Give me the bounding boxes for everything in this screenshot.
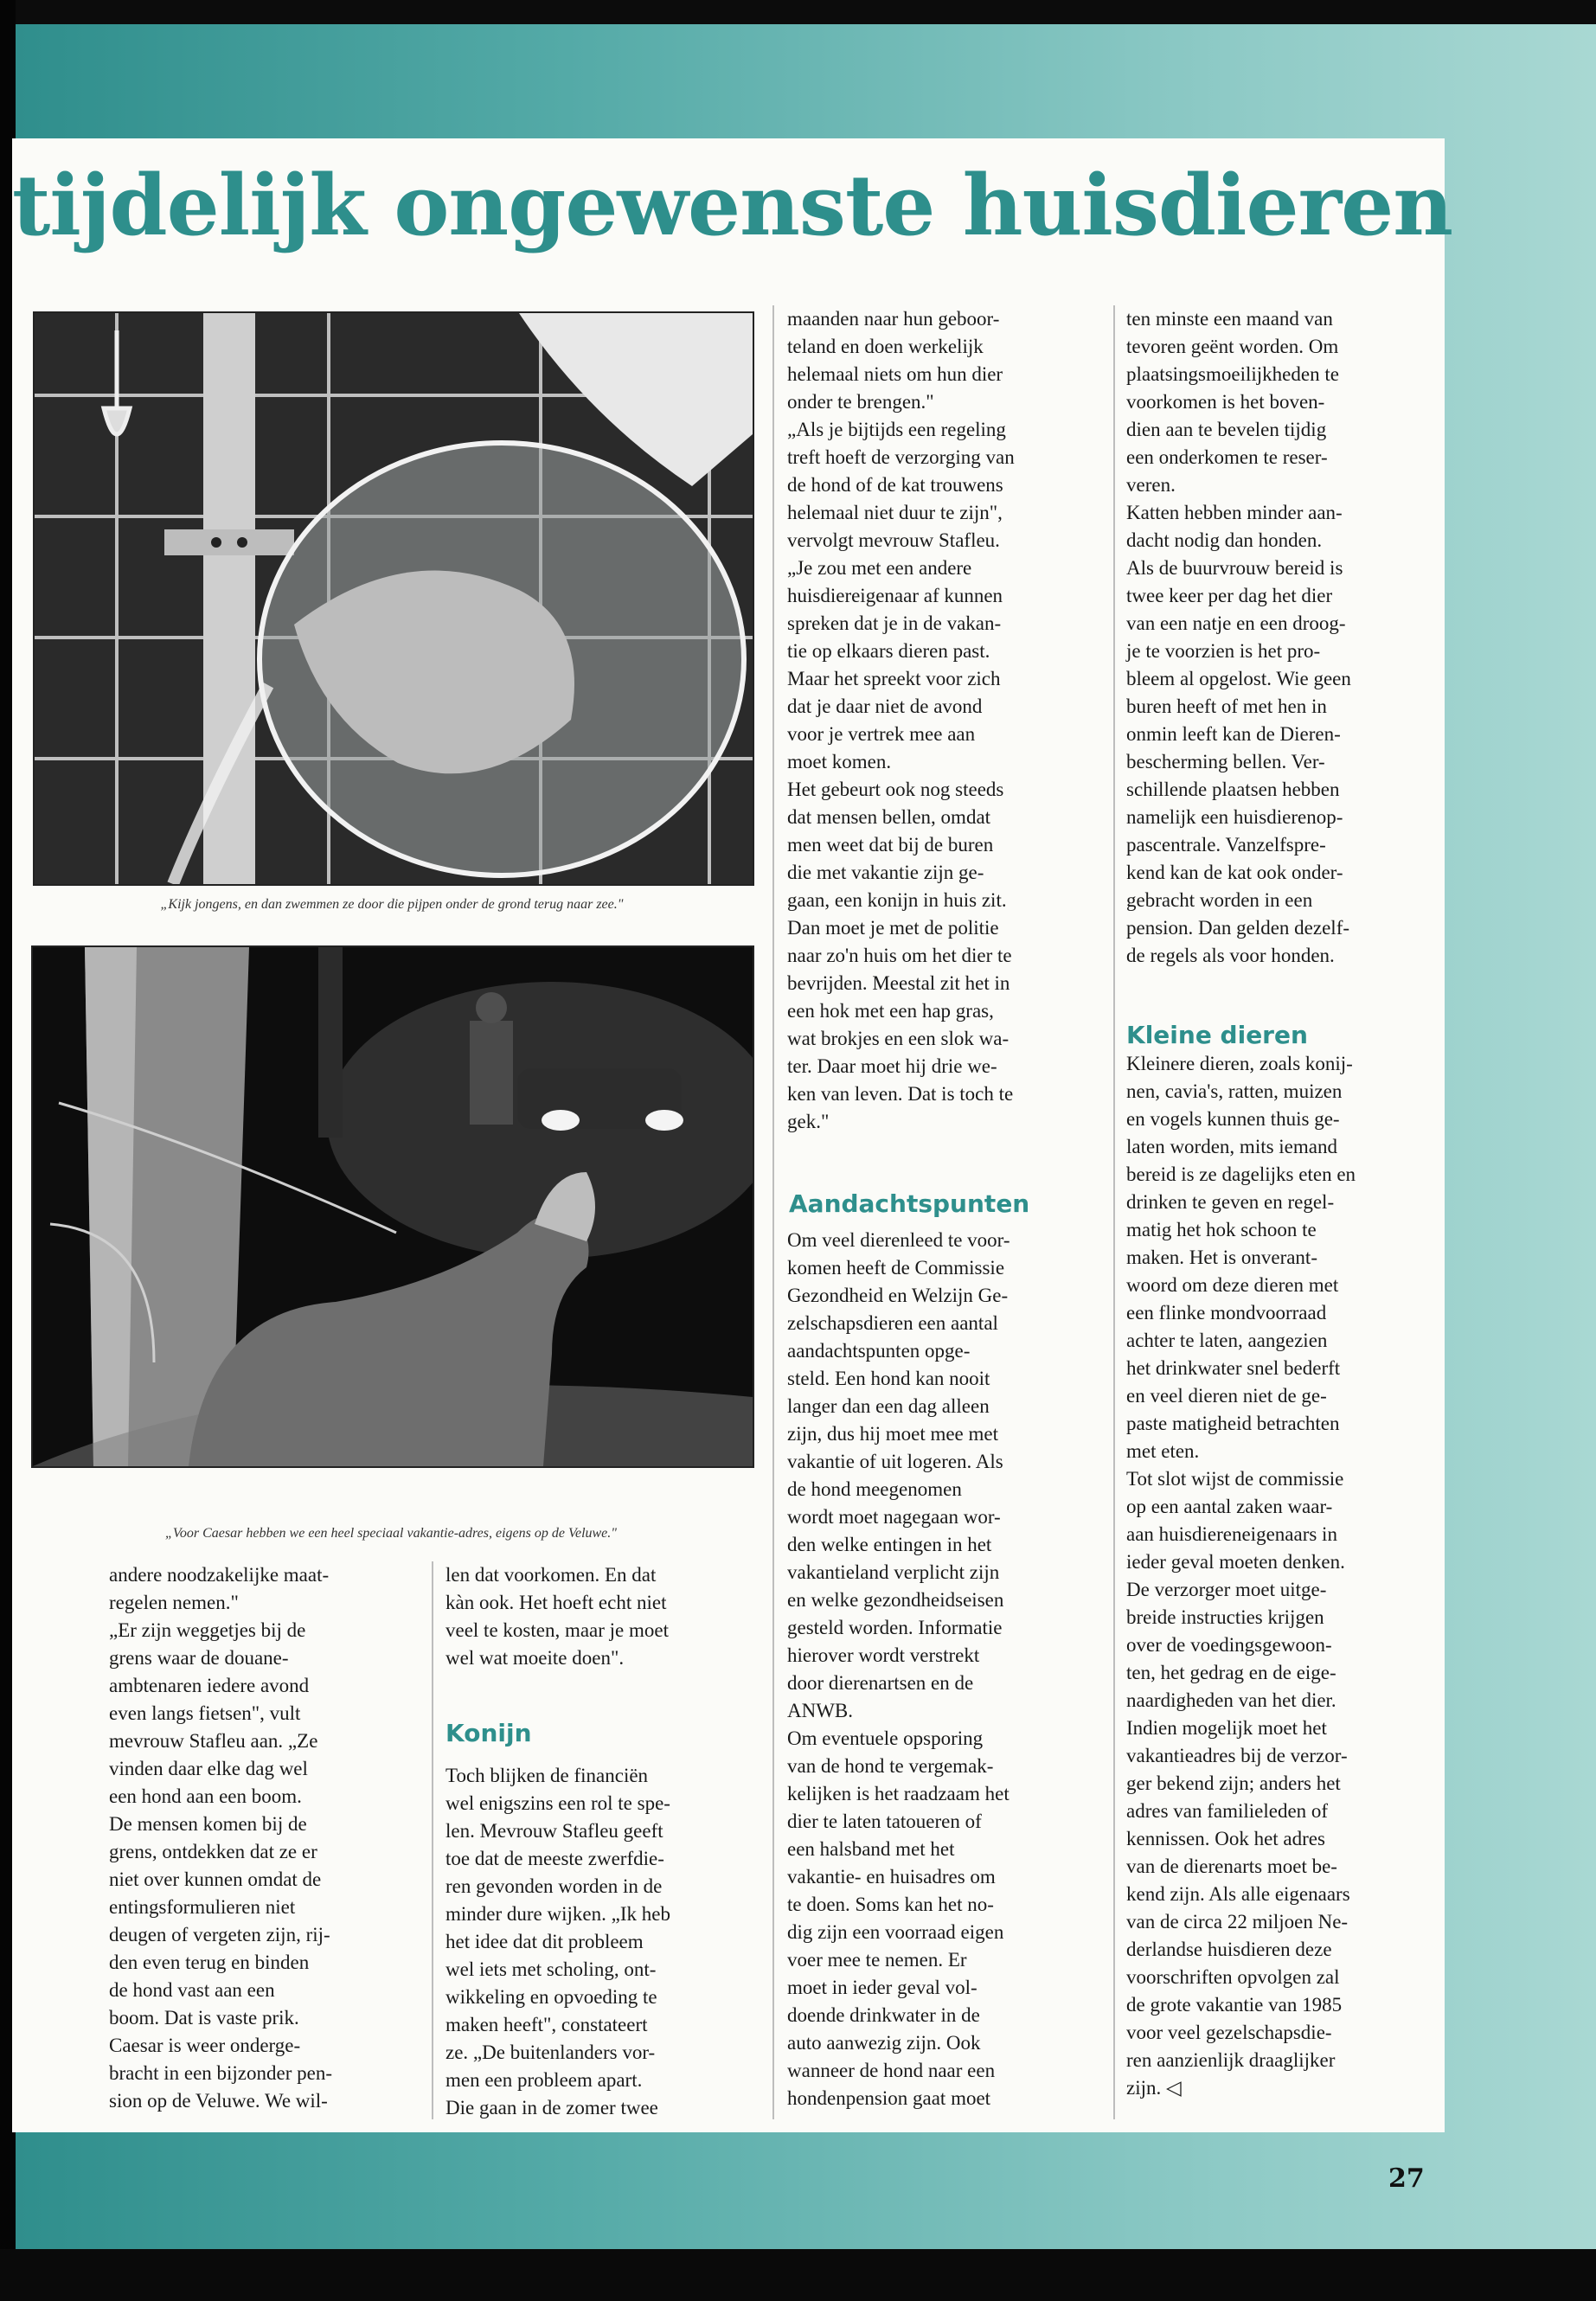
photo-fishbowl-illustration — [35, 313, 753, 884]
article-column-4-top: ten minste een maand van tevoren geënt worden. Om plaatsingsmoeilijkheden te voorkomen is het boven- dien aan te bevelen tijdig een onderkomen te reser- veren. Katten hebben minder aan- dacht nodig dan honden. Als de buurvrouw bereid is twee keer per dag het dier van een natje en een droog- je te voorzien is het pro- bleem al opgelost. Wie geen buren heeft of met hen in onmin leeft kan de Dieren- bescherming bellen. Ver- schillende plaatsen hebben namelijk een huisdierenop- pascentrale. Vanzelfspre- kend kan de kat ook onder- gebracht worden in een pension. Dan gelden dezelf- de regels als voor honden. — [1126, 308, 1351, 966]
article-column-2-top: len dat voorkomen. En dat kàn ook. Het hoeft echt niet veel te kosten, maar je moet wel wat moeite doen". — [445, 1564, 670, 1669]
article-column-1: andere noodzakelijke maat- regelen nemen." „Er zijn weggetjes bij de grens waar de douane- ambtenaren iedere avond even langs fietsen", vult mevrouw Stafleu aan. „Ze vinden daar elke dag wel een hond aan een boom. De mensen komen bij de grens, ontdekken dat ze er niet over kunnen omdat de entingsformulieren niet deugen of vergeten zijn, rij- den even terug en binden de hond vast aan een boom. Dat is vaste prik. Caesar is weer onderge- bracht in een bijzonder pen- sion op de Veluwe. We wil- — [109, 1564, 332, 2112]
column-divider — [432, 1561, 433, 2119]
column-divider — [772, 305, 774, 2119]
photo-dog-at-tree — [31, 945, 754, 1468]
photo-fishbowl-caption: „Kijk jongens, en dan zwemmen ze door die pijpen onder de grond terug naar zee." — [160, 897, 624, 912]
article-title: tijdelijk ongewenste huisdieren — [12, 157, 1453, 254]
photo-dog-illustration — [33, 947, 753, 1466]
section-heading-konijn: Konijn — [445, 1719, 532, 1747]
column-divider — [1113, 305, 1115, 2119]
article-column-2-body: Toch blijken de financiën wel enigszins een rol te spe- len. Mevrouw Stafleu geeft toe dat de meeste zwerfdie- ren gevonden worden in de minder dure wijken. „Ik heb het idee dat dit probleem wel iets met scholing, ont- wikkeling en opvoeding te maken heeft", constateert ze. „De buitenlanders vor- men een probleem apart. Die gaan in de zomer twee — [445, 1765, 670, 2118]
photo-dog-caption: „Voor Caesar hebben we een heel speciaal vakantie-adres, eigens op de Veluwe." — [165, 1526, 617, 1541]
article-column-3-top: maanden naar hun geboor- teland en doen werkelijk helemaal niets om hun dier onder te brengen." „Als je bijtijds een regeling treft hoeft de verzorging van de hond of de kat trouwens helemaal niet duur te zijn", vervolgt mevrouw Stafleu. „Je zou met een andere huisdiereigenaar af kunnen spreken dat je in de vakan- tie op elkaars dieren past. Maar het spreekt voor zich dat je daar niet de avond voor je vertrek mee aan moet komen. Het gebeurt ook nog steeds dat mensen bellen, omdat men weet dat bij de buren die met vakantie zijn ge- gaan, een konijn in huis zit. Dan moet je met de politie naar zo'n huis om het dier te bevrijden. Meestal zit het in een hok met een hap gras, wat brokjes en een slok wa- ter. Daar moet hij drie we- ken van leven. Dat is toch te gek." — [787, 308, 1015, 1132]
article-column-4-body: Kleinere dieren, zoals konij- nen, cavia's, ratten, muizen en vogels kunnen thuis ge- laten worden, mits iemand bereid is ze dagelijks eten en drinken te geven en regel- matig het hok schoon te maken. Het is onverant- woord om deze dieren met een flinke mondvoorraad achter te laten, aangezien het drinkwater snel bederft en veel dieren niet de ge- paste matigheid betrachten met eten. Tot slot wijst de commissie op een aantal zaken waar- aan huisdiereneigenaars in ieder geval moeten denken. De verzorger moet uitge- breide instructies krijgen over de voedingsgewoon- ten, het gedrag en de eige- naardigheden van het dier. Indien mogelijk moet het vakantieadres bij de verzor- ger bekend zijn; anders het adres van familieleden of kennissen. Ook het adres van de dierenarts moet be- kend zijn. Als alle eigenaars van de circa 22 miljoen Ne- derlandse huisdieren deze voorschriften opvolgen zal de grote vakantie van 1985 voor veel gezelschapsdie- ren aanzienlijk draaglijker zijn. ◁ — [1126, 1053, 1356, 2099]
scan-bottom-edge — [0, 2249, 1596, 2301]
photo-fishbowl — [33, 311, 754, 886]
section-heading-kleine-dieren: Kleine dieren — [1126, 1021, 1308, 1049]
page-number: 27 — [1388, 2163, 1425, 2194]
section-heading-aandachtspunten: Aandachtspunten — [789, 1189, 1030, 1218]
article-column-3-body: Om veel dierenleed te voor- komen heeft de Commissie Gezondheid en Welzijn Ge- zelschapsdieren een aantal aandachtspunten opge- steld. Een hond kan nooit langer dan een dag alleen zijn, dus hij moet mee met vakantie of uit logeren. Als de hond meegenomen wordt moet nagegaan wor- den welke entingen in het vakantieland verplicht zijn en welke gezondheidseisen gesteld worden. Informatie hierover wordt verstrekt door dierenartsen en de ANWB. Om eventuele opsporing van de hond te vergemak- kelijken is het raadzaam het dier te laten tatoueren of een halsband met het vakantie- en huisadres om te doen. Soms kan het no- dig zijn een voorraad eigen voer mee te nemen. Er moet in ieder geval vol- doende drinkwater in de auto aanwezig zijn. Ook wanneer de hond naar een hondenpension gaat moet — [787, 1229, 1010, 2109]
